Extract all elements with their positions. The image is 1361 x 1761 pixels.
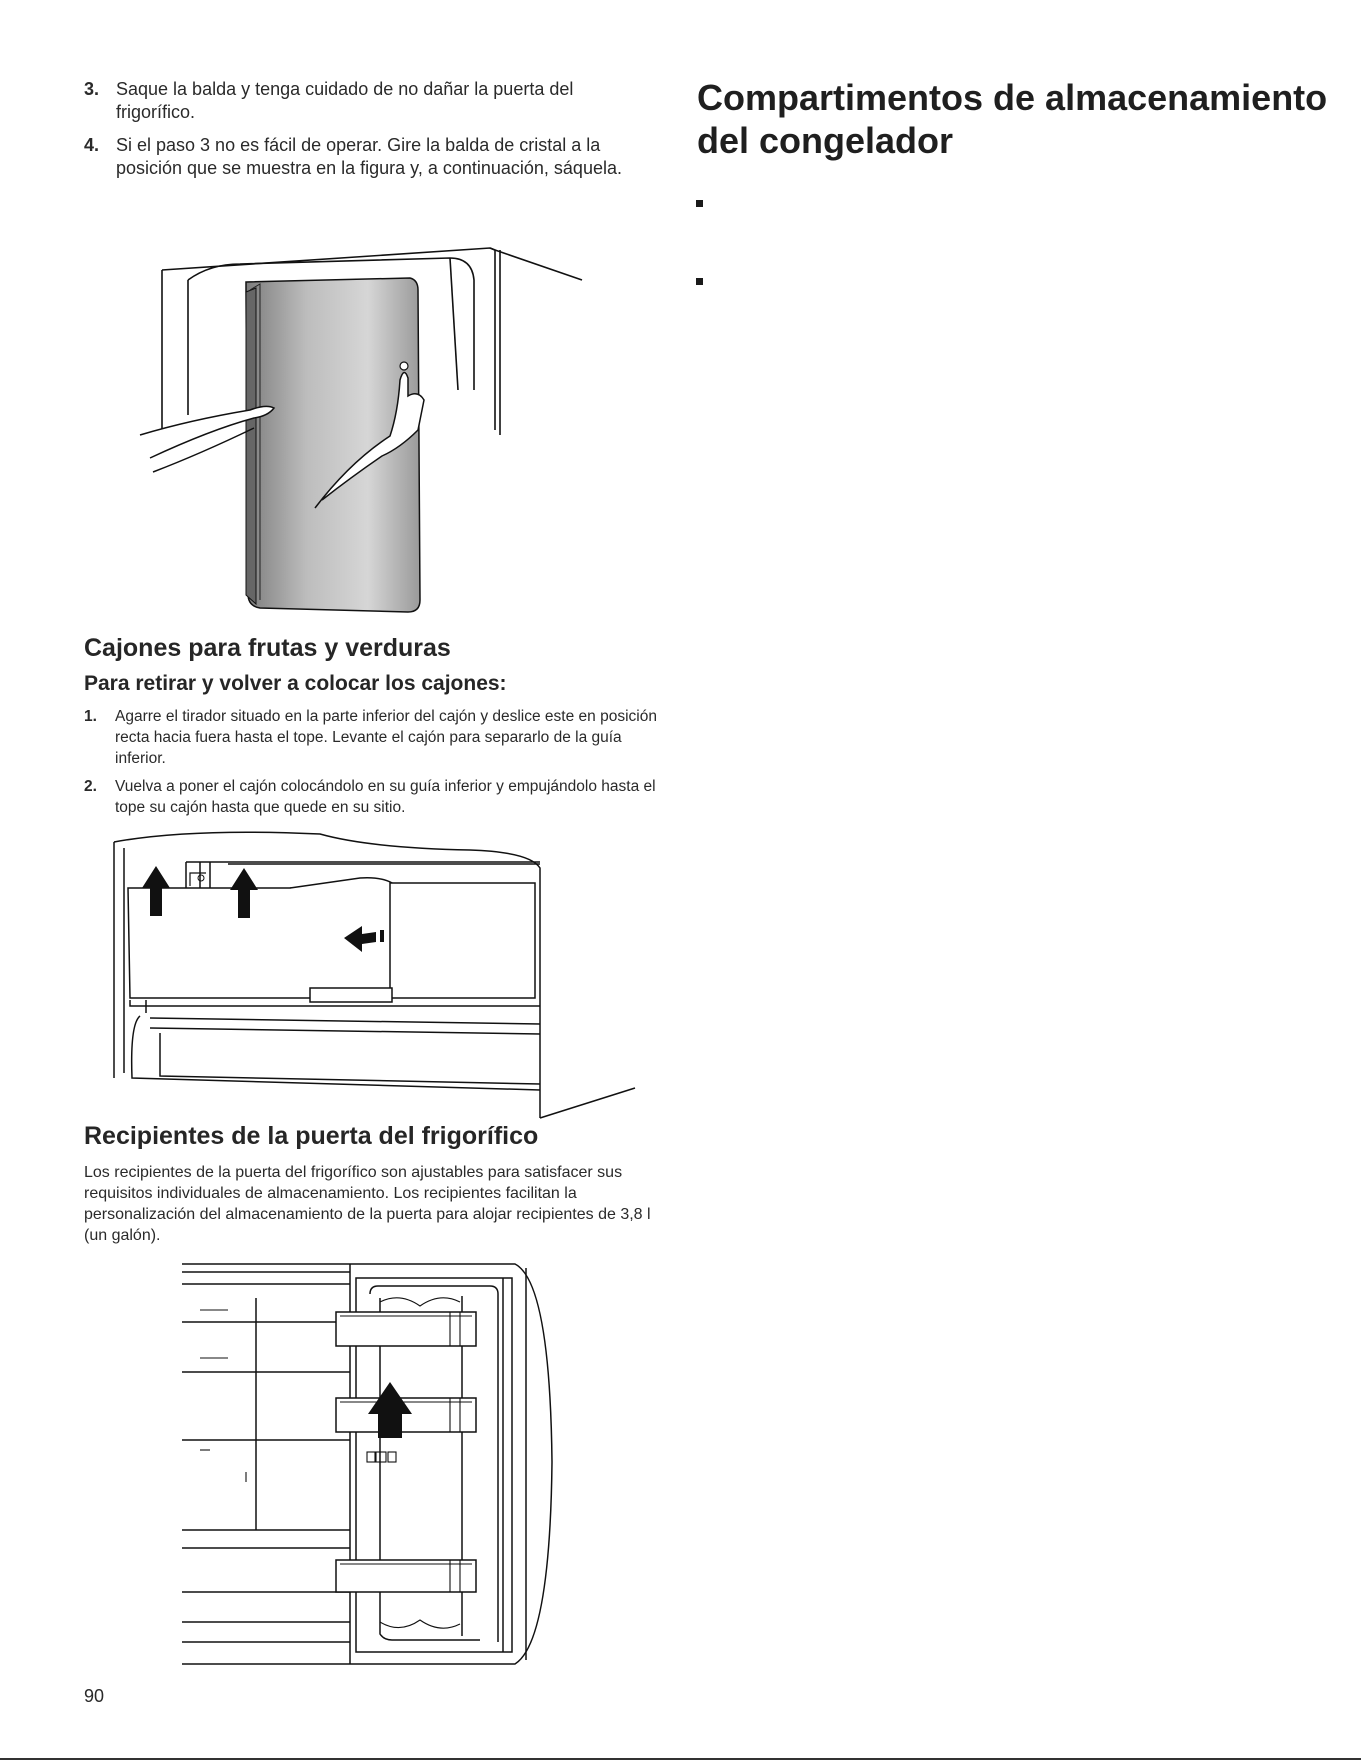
step-number: 2. [84, 778, 97, 795]
step-text: Si el paso 3 no es fácil de operar. Gire la balda de cristal a la posición que se muestra en la figura y, a continuación, sáquela. [116, 135, 622, 178]
step-text: Vuelva a poner el cajón colocándolo en su guía inferior y empujándolo hasta el tope su cajón hasta que quede en su sitio. [115, 778, 656, 816]
step-number: 3. [84, 79, 100, 99]
crisper-step-2 [84, 776, 674, 818]
crisper-subheading: Para retirar y volver a colocar los cajones: [84, 672, 507, 695]
step-3 [84, 78, 644, 124]
freezer-heading: Compartimentos de almacenamiento del congelador [697, 77, 1328, 161]
door-bins-illustration [180, 1262, 560, 1672]
door-bins-paragraph: Los recipientes de la puerta del frigorífico son ajustables para satisfacer sus requisitos individuales de almacenamiento. Los recipientes facilitan la personalización del almacenamiento de la puerta para alojar recipientes de 3,8 l (un galón). [84, 1164, 651, 1244]
footer-rule [0, 1758, 1361, 1760]
bullet-marker [696, 200, 703, 207]
step-4 [84, 134, 644, 180]
crisper-step-1 [84, 706, 674, 769]
page-number: 90 [84, 1686, 105, 1706]
bullet-marker [696, 278, 703, 285]
step-text: Saque la balda y tenga cuidado de no dañar la puerta del frigorífico. [116, 79, 574, 122]
crisper-drawer-illustration [110, 828, 650, 1113]
step-number: 4. [84, 135, 100, 155]
crisper-heading: Cajones para frutas y verduras [84, 634, 451, 662]
door-bins-heading: Recipientes de la puerta del frigorífico [84, 1122, 539, 1150]
step-number: 1. [84, 708, 97, 725]
step-text: Agarre el tirador situado en la parte inferior del cajón y deslice este en posición recta hacia fuera hasta el tope. Levante el cajón para separarlo de la guía inferior. [115, 708, 657, 767]
shelf-removal-illustration [150, 240, 600, 620]
